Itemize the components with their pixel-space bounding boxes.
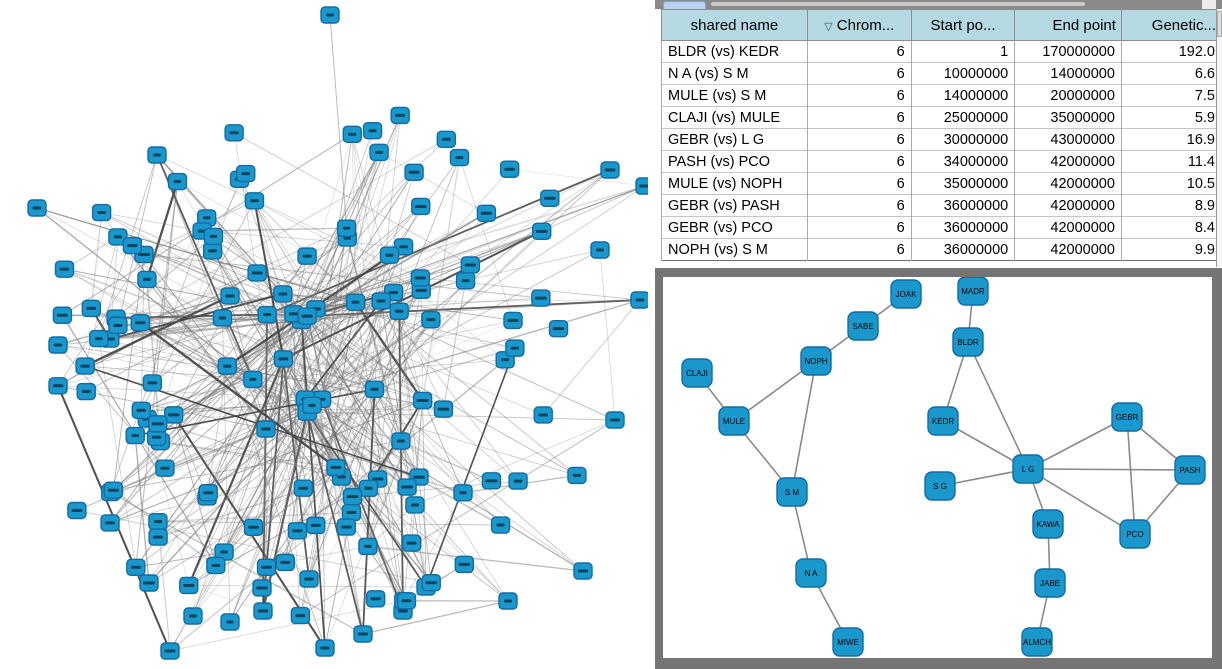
- node-label-smudge: [344, 237, 351, 240]
- cell-value[interactable]: 6.6: [1121, 63, 1221, 85]
- node-label-smudge: [295, 614, 305, 617]
- table-row[interactable]: [662, 85, 1222, 107]
- node-label-smudge: [578, 570, 588, 573]
- node-label-smudge: [438, 408, 449, 411]
- filter-icon[interactable]: ▽: [824, 20, 833, 33]
- network-edge: [401, 441, 583, 571]
- network-edge: [368, 546, 583, 571]
- table-row[interactable]: [662, 107, 1222, 129]
- node-label-smudge: [143, 278, 151, 281]
- cell-value[interactable]: 6: [807, 173, 911, 195]
- table-row[interactable]: [662, 173, 1222, 195]
- node-label-smudge: [203, 491, 213, 494]
- cell-value[interactable]: 14000000: [911, 85, 1015, 107]
- table-row[interactable]: [662, 129, 1222, 151]
- cell-value[interactable]: 6: [807, 195, 911, 217]
- node-label: SABE: [852, 322, 874, 331]
- node-label-smudge: [105, 521, 115, 524]
- node-label-smudge: [189, 615, 197, 618]
- node-label-smudge: [263, 313, 271, 316]
- node-label-smudge: [60, 268, 69, 271]
- node-label-smudge: [331, 466, 341, 469]
- node-label-smudge: [320, 647, 329, 650]
- cell-value[interactable]: 6: [807, 129, 911, 151]
- node-label-smudge: [304, 578, 314, 581]
- node-label-smudge: [229, 131, 238, 134]
- node-label: JOAK: [895, 290, 917, 299]
- cell-shared-name[interactable]: CLAJI (vs) MULE: [662, 107, 808, 129]
- node-label-smudge: [417, 399, 429, 402]
- node-label-smudge: [413, 476, 425, 479]
- node-label-smudge: [153, 154, 161, 157]
- node-label-smudge: [219, 316, 226, 319]
- node-label-smudge: [426, 581, 437, 584]
- node-label-smudge: [415, 276, 426, 279]
- cell-value[interactable]: 36000000: [911, 217, 1015, 239]
- node-label: BLDR: [957, 338, 979, 347]
- node-label: KAWA: [1036, 520, 1060, 529]
- node-label-smudge: [544, 197, 556, 200]
- node-label-smudge: [279, 357, 289, 360]
- node-label-smudge: [348, 133, 356, 136]
- node-label-smudge: [636, 299, 645, 302]
- node-label-smudge: [395, 114, 405, 117]
- network-edge: [363, 601, 508, 634]
- column-header-label: Start po...: [930, 16, 996, 34]
- cell-value[interactable]: 25000000: [911, 107, 1015, 129]
- node-label-smudge: [358, 633, 368, 636]
- node-label-smudge: [573, 474, 581, 477]
- cell-value[interactable]: 6: [807, 107, 911, 129]
- node-label-smudge: [365, 487, 373, 490]
- cell-value[interactable]: 42000000: [1015, 173, 1122, 195]
- toolbar-band: [711, 2, 1085, 6]
- node-label-smudge: [538, 413, 548, 416]
- column-header-label: Chrom...: [836, 16, 895, 34]
- node-label-smudge: [352, 301, 360, 304]
- cell-value[interactable]: 14000000: [1015, 63, 1122, 85]
- node-label-smudge: [407, 542, 417, 545]
- node-label-smudge: [397, 439, 405, 442]
- node-label-smudge: [370, 388, 378, 391]
- node-label-smudge: [113, 324, 122, 327]
- cell-value[interactable]: 36000000: [911, 239, 1015, 261]
- column-header-label: End point: [1052, 16, 1116, 34]
- node-label-smudge: [343, 227, 350, 230]
- node-label-smudge: [252, 271, 263, 274]
- node-label-smudge: [261, 428, 271, 431]
- node-label-smudge: [82, 390, 91, 393]
- node-label-smudge: [402, 599, 412, 602]
- node-label-smudge: [57, 314, 68, 317]
- node-label-smudge: [462, 279, 470, 282]
- node-label: ALMCH: [1022, 638, 1052, 647]
- cell-shared-name[interactable]: N A (vs) S M: [662, 63, 808, 85]
- node-label-smudge: [183, 584, 194, 587]
- node-label: PASH: [1179, 466, 1201, 475]
- node-label-smudge: [165, 650, 176, 653]
- table-row[interactable]: [662, 41, 1222, 63]
- table-toolbar-strip: [655, 0, 1222, 9]
- cell-value[interactable]: 170000000: [1015, 41, 1122, 63]
- node-label-smudge: [409, 171, 420, 174]
- cell-value[interactable]: 6: [807, 239, 911, 261]
- cell-value[interactable]: 36000000: [911, 195, 1015, 217]
- node-label-smudge: [364, 545, 371, 548]
- subnetwork-canvas-area[interactable]: [663, 277, 1212, 658]
- node-label-smudge: [131, 566, 141, 569]
- cell-shared-name[interactable]: GEBR (vs) PASH: [662, 195, 808, 217]
- node-label: NOPH: [804, 357, 828, 366]
- node-label-smudge: [168, 413, 180, 416]
- node-label-smudge: [135, 321, 145, 324]
- node-label-smudge: [108, 489, 119, 492]
- node-label-smudge: [486, 479, 498, 482]
- node-label-smudge: [261, 566, 271, 569]
- cell-shared-name[interactable]: NOPH (vs) S M: [662, 239, 808, 261]
- node-label-smudge: [411, 503, 419, 506]
- node-label-smudge: [33, 207, 42, 210]
- cell-value[interactable]: 6: [807, 63, 911, 85]
- node-label: N A: [804, 569, 818, 578]
- node-label-smudge: [226, 621, 233, 624]
- node-label-smudge: [511, 347, 519, 350]
- node-label-smudge: [605, 169, 616, 172]
- node-label-smudge: [95, 337, 103, 340]
- cell-shared-name[interactable]: BLDR (vs) KEDR: [662, 41, 808, 63]
- cell-value[interactable]: 6: [807, 151, 911, 173]
- node-label: GEBR: [1115, 413, 1139, 422]
- node-label-smudge: [203, 216, 211, 219]
- table-row[interactable]: [662, 63, 1222, 85]
- node-label-smudge: [377, 299, 386, 302]
- node-label-smudge: [174, 180, 182, 183]
- node-label-smudge: [536, 230, 548, 233]
- cell-shared-name[interactable]: MULE (vs) NOPH: [662, 173, 808, 195]
- node-label: KEDR: [931, 417, 955, 426]
- network-edge: [600, 250, 615, 420]
- table-row[interactable]: [662, 217, 1222, 239]
- node-label-smudge: [258, 610, 268, 613]
- node-label-smudge: [639, 185, 648, 188]
- cell-value[interactable]: 6: [807, 217, 911, 239]
- network-edge: [1028, 469, 1190, 470]
- node-label: CLAJI: [686, 369, 708, 378]
- cell-value[interactable]: 20000000: [1015, 85, 1122, 107]
- node-label-smudge: [242, 172, 250, 175]
- column-header[interactable]: [807, 10, 911, 41]
- cell-value[interactable]: 42000000: [1015, 195, 1122, 217]
- node-label-smudge: [459, 491, 466, 494]
- node-label-smudge: [97, 211, 105, 214]
- cell-value[interactable]: 35000000: [911, 173, 1015, 195]
- node-label: S M: [784, 488, 800, 497]
- node-label-smudge: [389, 291, 398, 294]
- column-header-label: Genetic...: [1151, 16, 1216, 34]
- node-label-smudge: [223, 365, 231, 368]
- node-label-smudge: [553, 327, 565, 330]
- cell-value[interactable]: 10000000: [911, 63, 1015, 85]
- node-label: L G: [1021, 465, 1035, 474]
- cell-shared-name[interactable]: GEBR (vs) PCO: [662, 217, 808, 239]
- cell-value[interactable]: 7.5: [1121, 85, 1221, 107]
- edge-attribute-table: [661, 9, 1222, 261]
- network-edge: [285, 546, 368, 562]
- cell-value[interactable]: 30000000: [911, 129, 1015, 151]
- network-edge: [330, 15, 347, 228]
- node-label-smudge: [249, 378, 256, 381]
- node-label-smudge: [481, 212, 492, 215]
- network-edge: [266, 429, 267, 567]
- node-label-smudge: [311, 524, 321, 527]
- node-label-smudge: [302, 315, 313, 318]
- node-label-smudge: [465, 263, 476, 266]
- cell-value[interactable]: 42000000: [1015, 217, 1122, 239]
- node-label-smudge: [398, 610, 408, 613]
- node-label-smudge: [152, 422, 164, 425]
- node-label-smudge: [154, 520, 162, 523]
- node-label-smudge: [256, 586, 267, 589]
- node-label: PCO: [1126, 530, 1144, 539]
- node-label-smudge: [497, 524, 505, 527]
- node-label-smudge: [143, 582, 155, 585]
- node-label-smudge: [160, 467, 169, 470]
- node-label-smudge: [514, 480, 522, 483]
- node-label-smudge: [386, 254, 394, 257]
- table-row[interactable]: [662, 195, 1222, 217]
- cell-value[interactable]: 35000000: [1015, 107, 1122, 129]
- node-label-smudge: [127, 244, 137, 247]
- network-edge: [415, 420, 615, 505]
- node-label-smudge: [507, 319, 518, 322]
- table-panel: [655, 0, 1222, 268]
- node-label-smudge: [371, 597, 381, 600]
- node-label-smudge: [308, 404, 315, 407]
- node-label-smudge: [347, 495, 358, 498]
- node-label-smudge: [208, 249, 217, 252]
- scrollbar-thumb[interactable]: [1217, 11, 1222, 37]
- node-label-smudge: [535, 297, 546, 300]
- node-label-smudge: [504, 600, 512, 603]
- node-label: MADR: [961, 287, 985, 296]
- network-edge: [426, 348, 515, 587]
- node-label-smudge: [416, 289, 427, 292]
- network-edge: [792, 361, 816, 492]
- node-label-smudge: [53, 384, 64, 387]
- node-label: S G: [933, 482, 947, 491]
- node-label-smudge: [280, 561, 290, 564]
- node-label-smudge: [54, 344, 62, 347]
- node-label-smudge: [114, 235, 122, 238]
- node-label-smudge: [153, 536, 163, 539]
- node-label-smudge: [455, 156, 463, 159]
- cell-shared-name[interactable]: MULE (vs) S M: [662, 85, 808, 107]
- column-header[interactable]: [911, 10, 1015, 41]
- cell-shared-name[interactable]: GEBR (vs) L G: [662, 129, 808, 151]
- subnetwork-canvas[interactable]: [663, 277, 1212, 658]
- cell-value[interactable]: 8.4: [1121, 217, 1221, 239]
- toolbar-tab-fragment[interactable]: [663, 1, 706, 9]
- subnetwork-panel: [655, 268, 1222, 669]
- node-label-smudge: [248, 526, 258, 529]
- node-label-smudge: [278, 292, 287, 295]
- node-label-smudge: [341, 526, 352, 529]
- cell-value[interactable]: 6: [807, 85, 911, 107]
- node-label-smudge: [501, 358, 509, 361]
- node-label-smudge: [346, 511, 356, 514]
- cell-value[interactable]: 42000000: [1015, 151, 1122, 173]
- node-label-smudge: [80, 365, 90, 368]
- cell-shared-name[interactable]: PASH (vs) PCO: [662, 151, 808, 173]
- network-edge: [1127, 417, 1135, 534]
- cell-value[interactable]: 9.9: [1121, 239, 1221, 261]
- node-label-smudge: [401, 486, 413, 489]
- node-label-smudge: [148, 381, 158, 384]
- node-label-smudge: [395, 310, 403, 313]
- node-label-smudge: [210, 235, 218, 238]
- node-label-smudge: [415, 205, 427, 208]
- node-label-smudge: [504, 168, 514, 171]
- node-label-smudge: [72, 509, 83, 512]
- column-header[interactable]: [1015, 10, 1122, 41]
- table-header: [662, 10, 1222, 41]
- cell-value[interactable]: 11.4: [1121, 151, 1221, 173]
- network-edge: [968, 342, 1028, 469]
- cell-value[interactable]: 10.5: [1121, 173, 1221, 195]
- node-label-smudge: [289, 312, 299, 315]
- node-label-smudge: [302, 255, 311, 258]
- node-label-smudge: [250, 199, 259, 202]
- node-label-smudge: [137, 409, 146, 412]
- column-header[interactable]: [1121, 10, 1221, 41]
- table-scrollbar[interactable]: [1216, 9, 1222, 267]
- node-label-smudge: [326, 14, 334, 17]
- table-row[interactable]: [662, 151, 1222, 173]
- cell-value[interactable]: 16.9: [1121, 129, 1221, 151]
- cell-value[interactable]: 192.0: [1121, 41, 1221, 63]
- node-label-smudge: [86, 307, 96, 310]
- cell-value[interactable]: 8.9: [1121, 195, 1221, 217]
- toolbar-corner: [1202, 0, 1216, 9]
- cell-value[interactable]: 42000000: [1015, 239, 1122, 261]
- node-label-smudge: [375, 151, 383, 154]
- node-label: MIWE: [837, 638, 859, 647]
- network-edge: [543, 300, 640, 415]
- node-label-smudge: [212, 564, 221, 567]
- node-label-smudge: [292, 529, 302, 532]
- node-label-smudge: [426, 318, 435, 321]
- column-header[interactable]: [662, 10, 808, 41]
- node-label-smudge: [132, 434, 139, 437]
- node-label-smudge: [220, 551, 227, 554]
- network-edge: [379, 152, 486, 213]
- node-label-smudge: [596, 249, 604, 252]
- node-label-smudge: [399, 245, 408, 248]
- node-label: MULE: [722, 417, 746, 426]
- node-label-smudge: [225, 294, 234, 297]
- column-header-label: shared name: [690, 16, 779, 34]
- node-label: JABE: [1039, 579, 1061, 588]
- cell-value[interactable]: 5.9: [1121, 107, 1221, 129]
- node-label-smudge: [298, 487, 308, 490]
- node-label-smudge: [152, 436, 161, 439]
- node-label-smudge: [610, 419, 620, 422]
- node-label-smudge: [459, 563, 470, 566]
- cell-value[interactable]: 34000000: [911, 151, 1015, 173]
- cell-value[interactable]: 1: [911, 41, 1015, 63]
- cell-value[interactable]: 6: [807, 41, 911, 63]
- node-label-smudge: [369, 129, 377, 132]
- table-row[interactable]: [662, 239, 1222, 261]
- node-label-smudge: [442, 138, 451, 141]
- cell-value[interactable]: 43000000: [1015, 129, 1122, 151]
